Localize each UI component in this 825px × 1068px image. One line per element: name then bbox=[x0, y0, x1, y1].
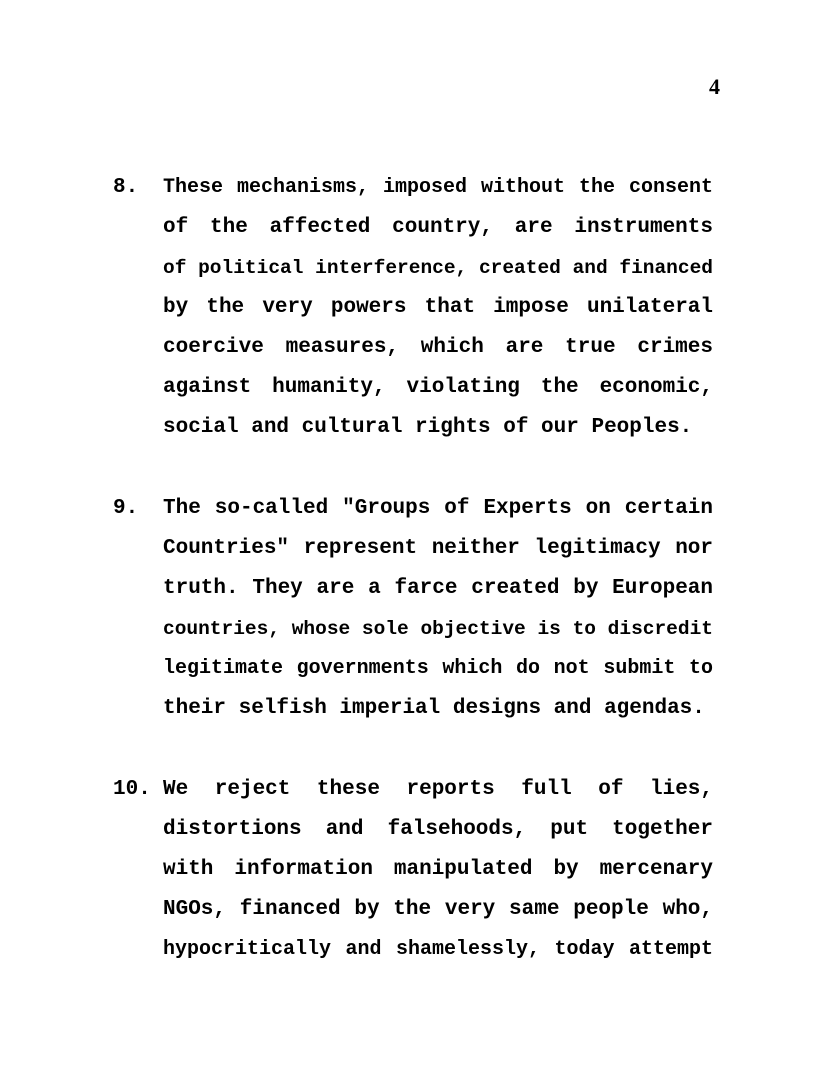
paragraph-body bbox=[163, 770, 713, 970]
paragraph-line: of political interference, created and financed bbox=[163, 257, 713, 279]
paragraph-number: 9. bbox=[113, 497, 139, 520]
paragraph-line: We reject these reports full of lies, bbox=[163, 778, 713, 801]
paragraph-body bbox=[163, 489, 713, 729]
paragraph-line: Countries" represent neither legitimacy nor bbox=[163, 537, 713, 560]
paragraph-line: legitimate governments which do not submit to bbox=[163, 657, 713, 680]
paragraph-line: social and cultural rights of our Peoples. bbox=[163, 416, 693, 439]
paragraph-line: distortions and falsehoods, put together bbox=[163, 818, 713, 841]
paragraph-number: 10. bbox=[113, 778, 151, 801]
paragraph-line: their selfish imperial designs and agendas. bbox=[163, 697, 705, 720]
paragraph-line: The so-called "Groups of Experts on certain bbox=[163, 497, 713, 520]
paragraph-line: of the affected country, are instruments bbox=[163, 216, 713, 239]
paragraph-line: These mechanisms, imposed without the consent bbox=[163, 176, 713, 199]
paragraph-line: NGOs, financed by the very same people who, bbox=[163, 898, 713, 921]
paragraph-line: coercive measures, which are true crimes bbox=[163, 336, 713, 359]
paragraph-number: 8. bbox=[113, 176, 139, 199]
paragraph-line: against humanity, violating the economic, bbox=[163, 376, 713, 399]
paragraph-line: with information manipulated by mercenary bbox=[163, 858, 713, 881]
page-number: 4 bbox=[709, 74, 720, 99]
paragraph-line: hypocritically and shamelessly, today attempt bbox=[163, 938, 713, 961]
paragraph-line: countries, whose sole objective is to discredit bbox=[163, 618, 713, 640]
paragraph-body bbox=[163, 168, 713, 448]
paragraph-line: truth. They are a farce created by European bbox=[163, 577, 713, 600]
paragraph-line: by the very powers that impose unilateral bbox=[163, 296, 713, 319]
